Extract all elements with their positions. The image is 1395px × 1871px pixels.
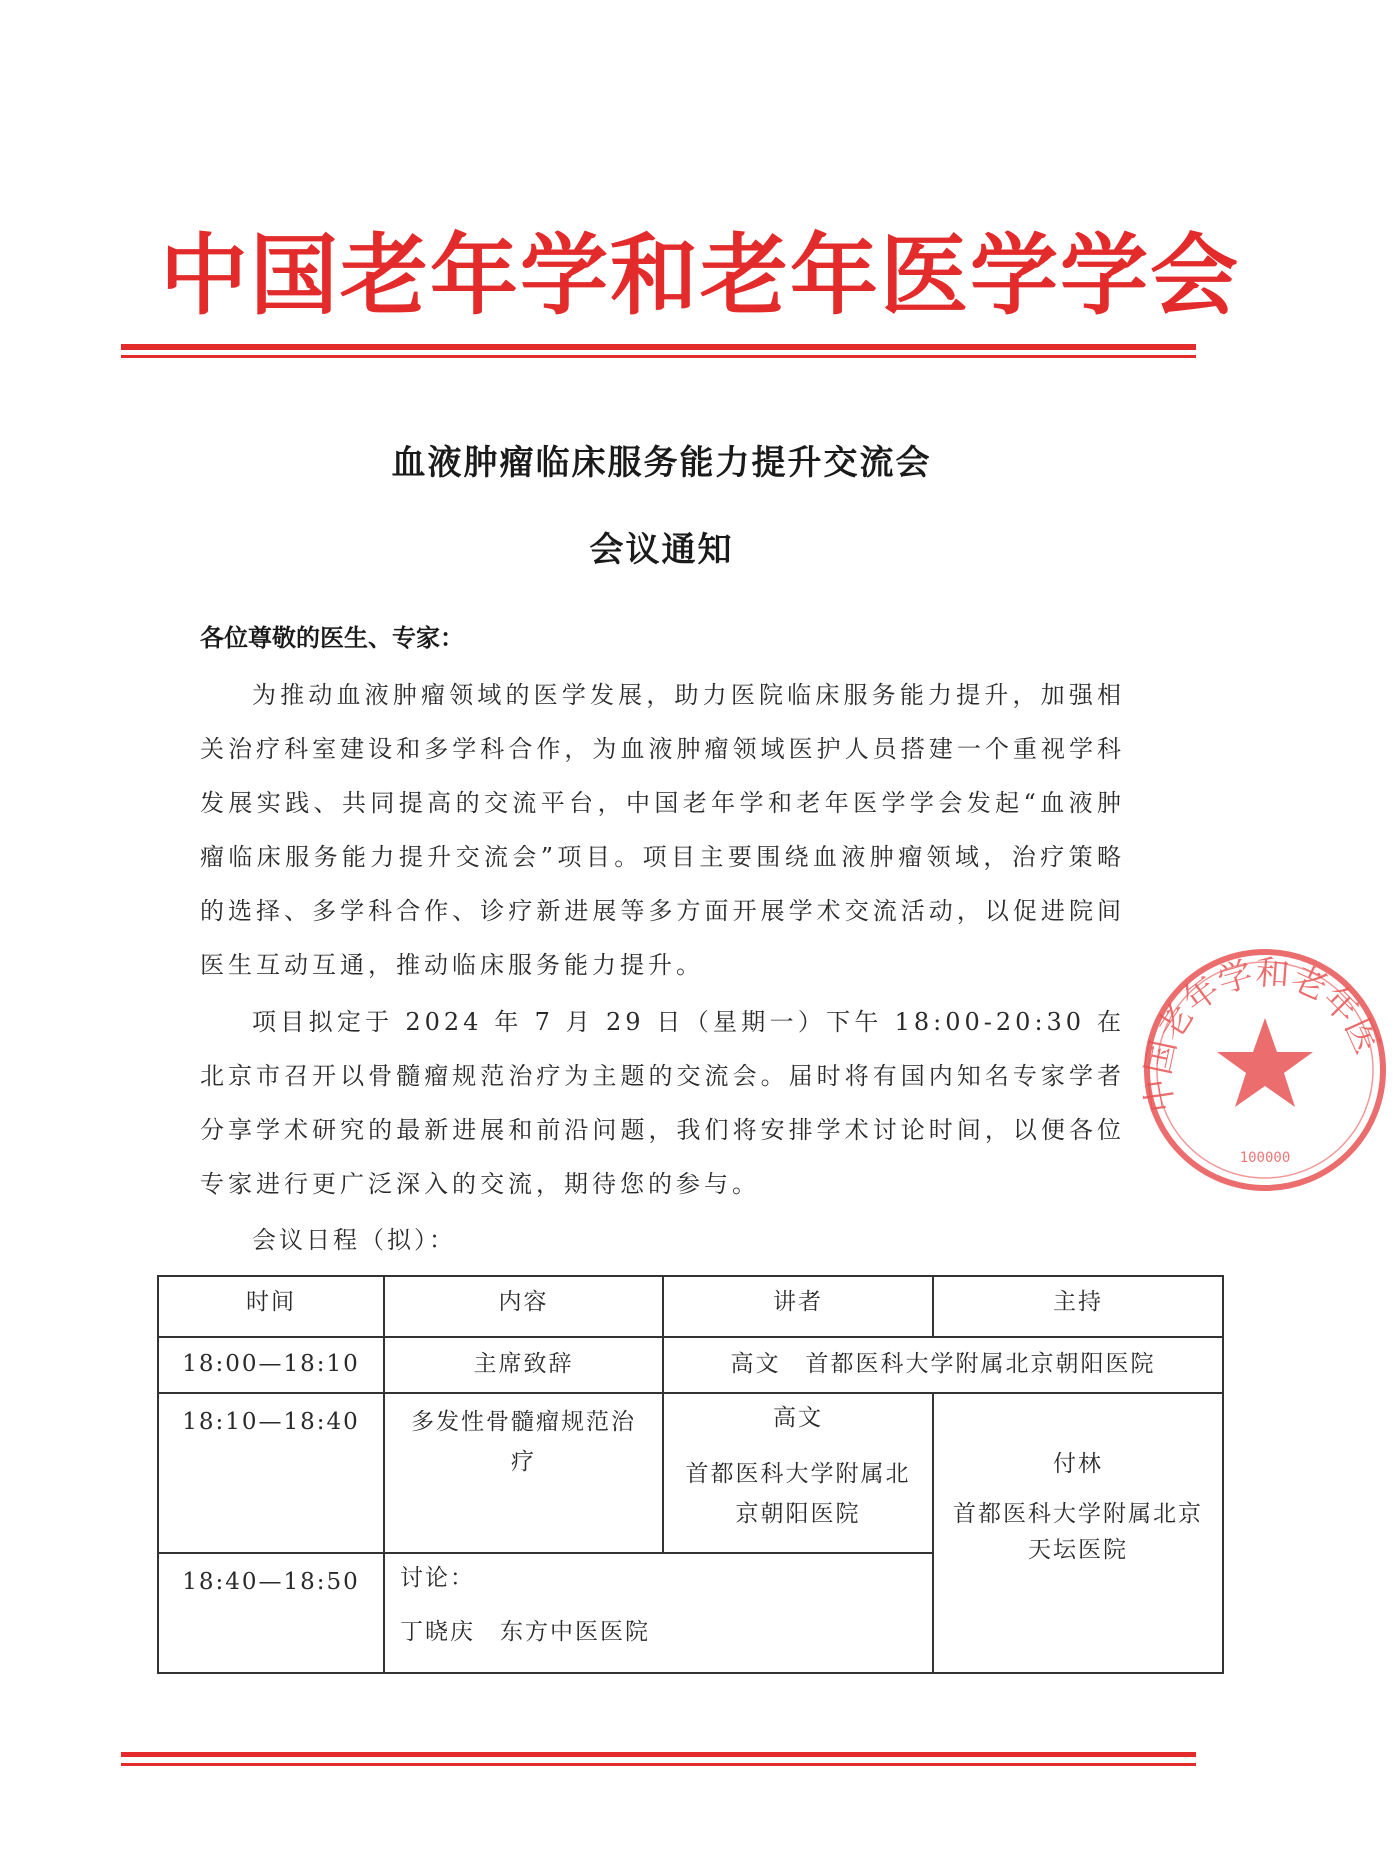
organization-title: 中国老年学和老年医学学会: [160, 224, 1241, 327]
footer-rule-thin: [121, 1763, 1196, 1766]
row3-discussion-person: 丁晓庆 东方中医医院: [400, 1619, 650, 1645]
table-line: [157, 1275, 159, 1674]
seal-text: 中国老年学和老年医: [1137, 952, 1387, 1115]
row1-time: 18:00—18:10: [182, 1351, 360, 1377]
schedule-label: 会议日程（拟）：: [252, 1226, 456, 1254]
header-time: 时间: [246, 1289, 296, 1315]
row2-speaker-name: 高文: [773, 1405, 823, 1431]
header-rule-thin: [121, 355, 1196, 358]
table-line: [157, 1275, 1224, 1277]
table-line: [157, 1392, 1224, 1394]
host-org-line2: 天坛医院: [1028, 1537, 1128, 1563]
paragraph-intro: 为推动血液肿瘤领域的医学发展，助力医院临床服务能力提升，加强相关治疗科室建设和多学科合作，为血液肿瘤领域医护人员搭建一个重视学科发展实践、共同提高的交流平台，中国老年学和老年医学学会发起“血液肿瘤临床服务能力提升交流会”项目。项目主要围绕血液肿瘤领域，治疗策略的选择、多学科合作、诊疗新进展等多方面开展学术交流活动，以促进院间医生互动互通，推动临床服务能力提升。: [200, 681, 1125, 979]
row2-content-line2: 疗: [511, 1449, 536, 1475]
row2-speaker-org-line1: 首都医科大学附属北: [685, 1461, 911, 1487]
row2-speaker-org-line2: 京朝阳医院: [735, 1501, 861, 1527]
seal-code: 100000: [1239, 1150, 1291, 1166]
host-org-line1: 首都医科大学附属北京: [953, 1501, 1203, 1527]
footer-rule-thick: [121, 1752, 1196, 1757]
notice-title: 会议通知: [589, 530, 734, 570]
row3-discussion-label: 讨论：: [400, 1565, 475, 1591]
row2-content-line1: 多发性骨髓瘤规范治: [411, 1409, 636, 1435]
table-line: [157, 1552, 934, 1554]
table-line: [157, 1672, 1224, 1674]
table-line: [1222, 1275, 1224, 1674]
header-speaker: 讲者: [773, 1289, 823, 1315]
row2-time: 18:10—18:40: [182, 1409, 360, 1435]
paragraph-schedule-info: 项目拟定于 2024 年 7 月 29 日（星期一）下午 18:00-20:30 在北京市召开以骨髓瘤规范治疗为主题的交流会。届时将有国内知名专家学者分享学术研究的最新进展和前沿问题，我们将安排学术讨论时间，以便各位专家进行更广泛深入的交流，期待您的参与。: [200, 1008, 1125, 1198]
header-rule-thick: [121, 344, 1196, 350]
document-title: 血液肿瘤临床服务能力提升交流会: [391, 443, 932, 483]
header-content: 内容: [498, 1289, 549, 1315]
official-seal-icon: [1135, 940, 1395, 1200]
row3-time: 18:40—18:50: [182, 1569, 360, 1595]
row1-content: 主席致辞: [473, 1351, 574, 1377]
table-line: [157, 1336, 1224, 1338]
host-name: 付林: [1053, 1451, 1103, 1477]
header-host: 主持: [1053, 1289, 1103, 1315]
row1-speaker: 高文 首都医科大学附属北京朝阳医院: [730, 1351, 1156, 1377]
salutation: 各位尊敬的医生、专家：: [200, 623, 464, 652]
